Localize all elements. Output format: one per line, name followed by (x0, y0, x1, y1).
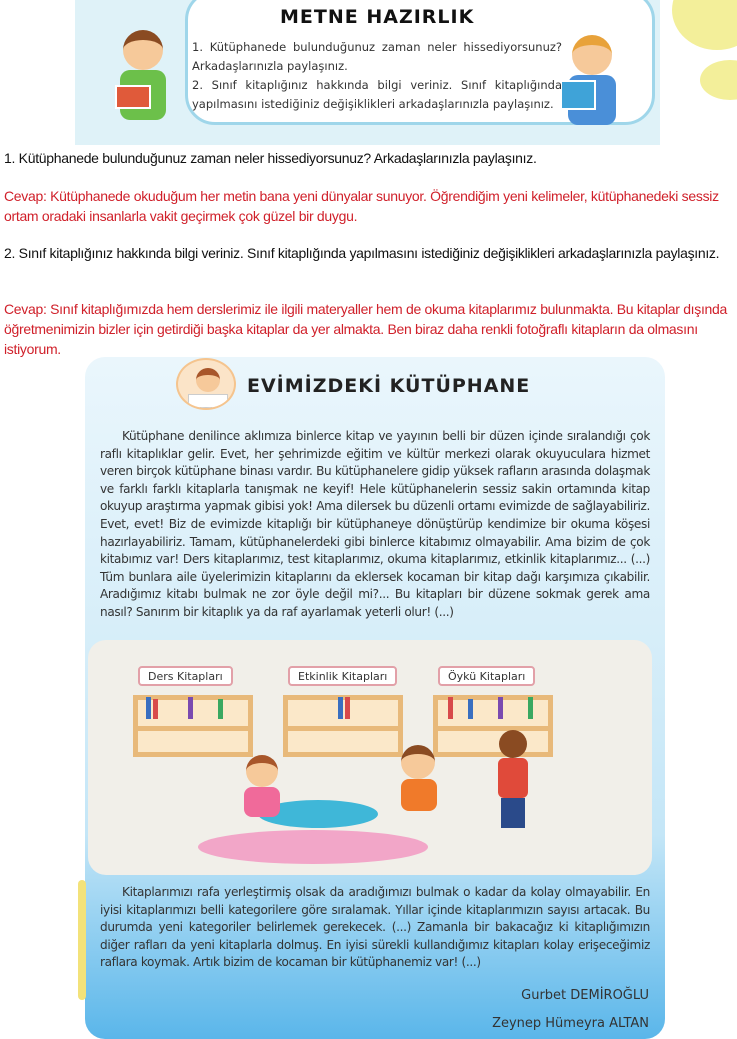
girl-reading-icon (176, 358, 236, 410)
answer-2: Cevap: Sınıf kitaplığımızda hem derslerimiz ile ilgili materyaller hem de okuma kitaplarımız bulunmakta. Bu kitaplar dışında öğretmenimizin bizler için getirdiği başka kitaplar da yer almakta. Ben biraz daha renkli fotoğraflı kitapların da olmasını istiyorum. (4, 301, 728, 357)
question-1: 1. Kütüphanede bulunduğunuz zaman neler hissediyorsunuz? Arkadaşlarınızla paylaşınız. (4, 150, 537, 166)
reading-paragraph-1: Kütüphane denilince aklımıza binlerce kitap ve yayının belli bir düzen içinde sıralandığı çok raflı kitaplıklar gelir. Evet, her şehrimizde eğitim ve kültür merkezi olarak okuyuculara hizmet veren birçok kütüphane binası vardır. Bu kütüphanelere gidip yüksek rafların arasında dolaşmak ve farklı farklı kitaplarla tanışmak ne keyif! Hele kütüphanelerin sessiz sakin ortamında kitap okuyup araştırma yapmak gibisi yok! Ama dilersek bu düzenli ortamı evimizde de sağlayabiliriz. Evet, evet! Biz de evimizde kitaplığı bir kütüphaneye dönüştürüp kendimize bir okuma köşesi hazırlayabiliriz. Tamam, kütüphanelerdeki gibi binlerce kitabımız olmayabilir. Ama bizim de çok kitabımız var! Ders kitaplarımız, test kitaplarımız, okuma kitaplarımız, etkinlik kitaplarımız... (...) Tüm bunlara aile üyelerimizin kitaplarını da eklersek kocaman bir kitap dağı karşımıza çıkabilir. Aradığımız kitabı bulmak ne zor öyle değil mi?... Bu kitapları bir düzene sokmak gerek ama nasıl? Sanırım bir kitaplık ya da raf ayarlamak yeterli olur! (...) (100, 429, 650, 619)
question-2: 2. Sınıf kitaplığınız hakkında bilgi veriniz. Sınıf kitaplığında yapılmasını istediğiniz değişiklikleri arkadaşlarınızla paylaşınız. (4, 245, 720, 261)
child-at-shelf-illustration (493, 730, 533, 840)
reading-paragraph-2: Kitaplarımızı rafa yerleştirmiş olsak da aradığımızı bulmak o kadar da kolay olmayabilir. En iyisi kitaplarımızı belli kategorilere göre sıralamak. Yıllar içinde kitaplarımızın sayısı artacak. Bu durumda yeni kategoriler belirlemek gerekecek. (...) Zamanla bir bakacağız ki kitaplığımızın diğer rafları da yeni kitaplarla dolmuş. En iyisi sürekli kullandığımız kitapları kolay erişeceğimiz raflara koymak. Artık bizim de kocaman bir kütüphanemiz var! (...) (100, 885, 650, 970)
banner-questions (192, 38, 562, 114)
shelf-label-etkinlik: Etkinlik Kitapları (288, 666, 397, 686)
yellow-decoration (700, 60, 737, 100)
bookshelf (283, 695, 403, 757)
girl-illustration (238, 755, 288, 835)
banner-question: 2. Sınıf kitaplığınız hakkında bilgi veriniz. Sınıf kitaplığında yapılmasını istediğiniz değişiklikleri arkadaşlarınızla paylaşınız. (192, 78, 562, 111)
author-1: Gurbet DEMİROĞLU (521, 988, 649, 1003)
boy-with-books-illustration (115, 30, 170, 140)
rug (198, 830, 428, 864)
yellow-stripe (78, 880, 86, 1000)
bookshelf (133, 695, 253, 757)
yellow-decoration (672, 0, 737, 50)
boy-illustration (393, 745, 443, 835)
banner-question: 1. Kütüphanede bulunduğunuz zaman neler hissediyorsunuz? Arkadaşlarınızla paylaşınız. (192, 40, 562, 73)
shelf-label-ders: Ders Kitapları (138, 666, 233, 686)
author-2: Zeynep Hümeyra ALTAN (492, 1016, 649, 1031)
shelf-label-oyku: Öykü Kitapları (438, 666, 535, 686)
boy-with-books-illustration (560, 35, 620, 145)
reading-title: EVİMİZDEKİ KÜTÜPHANE (247, 375, 531, 397)
banner-title: METNE HAZIRLIK (280, 6, 475, 28)
answer-1: Cevap: Kütüphanede okuduğum her metin bana yeni dünyalar sunuyor. Öğrendiğim yeni kelimeler, kütüphanedeki sessiz ortam oradaki insanlarla vakit geçirmek çok güzel bir duygu. (4, 188, 719, 224)
classroom-library-illustration (88, 640, 652, 875)
